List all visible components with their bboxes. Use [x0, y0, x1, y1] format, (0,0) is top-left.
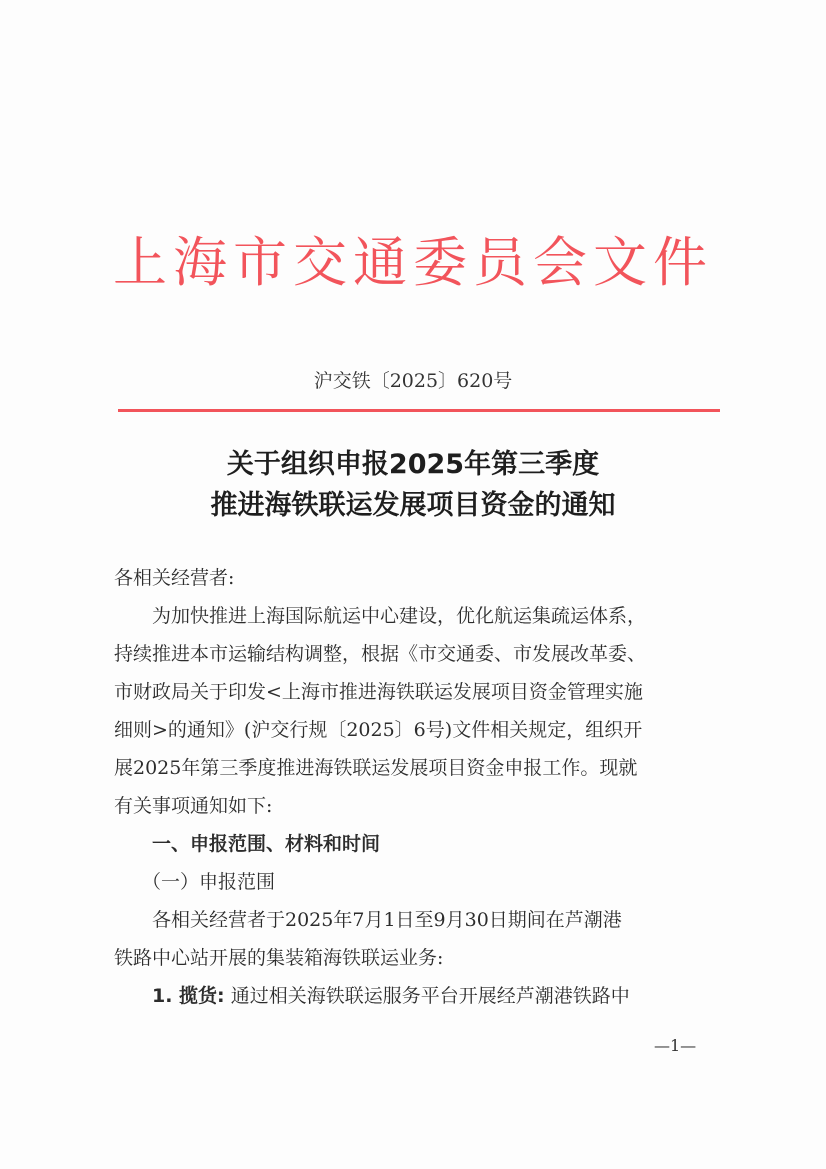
body-paragraph-line: 细则>的通知》(沪交行规〔2025〕6号)文件相关规定，组织开	[114, 719, 643, 741]
document-header-title: 上海市交通委员会文件	[113, 231, 713, 294]
page-number: —1—	[654, 1036, 697, 1055]
document-title-line-1: 关于组织申报2025年第三季度	[226, 449, 600, 480]
list-item-1	[152, 978, 630, 1014]
salutation: 各相关经营者:	[114, 567, 235, 589]
list-item-1-text: 通过相关海铁联运服务平台开展经芦潮港铁路中	[230, 985, 630, 1007]
section-heading: 一、申报范围、材料和时间	[152, 833, 381, 855]
body-paragraph-line: 为加快推进上海国际航运中心建设，优化航运集疏运体系，	[152, 605, 647, 627]
list-item-1-label: 1. 揽货:	[152, 985, 225, 1007]
scope-paragraph-line: 各相关经营者于2025年7月1日至9月30日期间在芦潮港	[152, 909, 622, 931]
body-paragraph-line: 展2025年第三季度推进海铁联运发展项目资金申报工作。现就	[114, 757, 638, 779]
subsection-heading: （一）申报范围	[142, 871, 276, 893]
red-divider-rule	[118, 409, 720, 412]
document-title	[0, 444, 826, 526]
document-number: 沪交铁〔2025〕620号	[313, 370, 513, 392]
body-paragraph-line: 市财政局关于印发<上海市推进海铁联运发展项目资金管理实施	[114, 681, 643, 703]
body-paragraph-line: 有关事项通知如下:	[114, 795, 273, 817]
body-paragraph-line: 持续推进本市运输结构调整，根据《市交通委、市发展改革委、	[114, 643, 647, 665]
scope-paragraph-line: 铁路中心站开展的集装箱海铁联运业务:	[114, 947, 444, 969]
document-title-line-2: 推进海铁联运发展项目资金的通知	[210, 490, 616, 521]
